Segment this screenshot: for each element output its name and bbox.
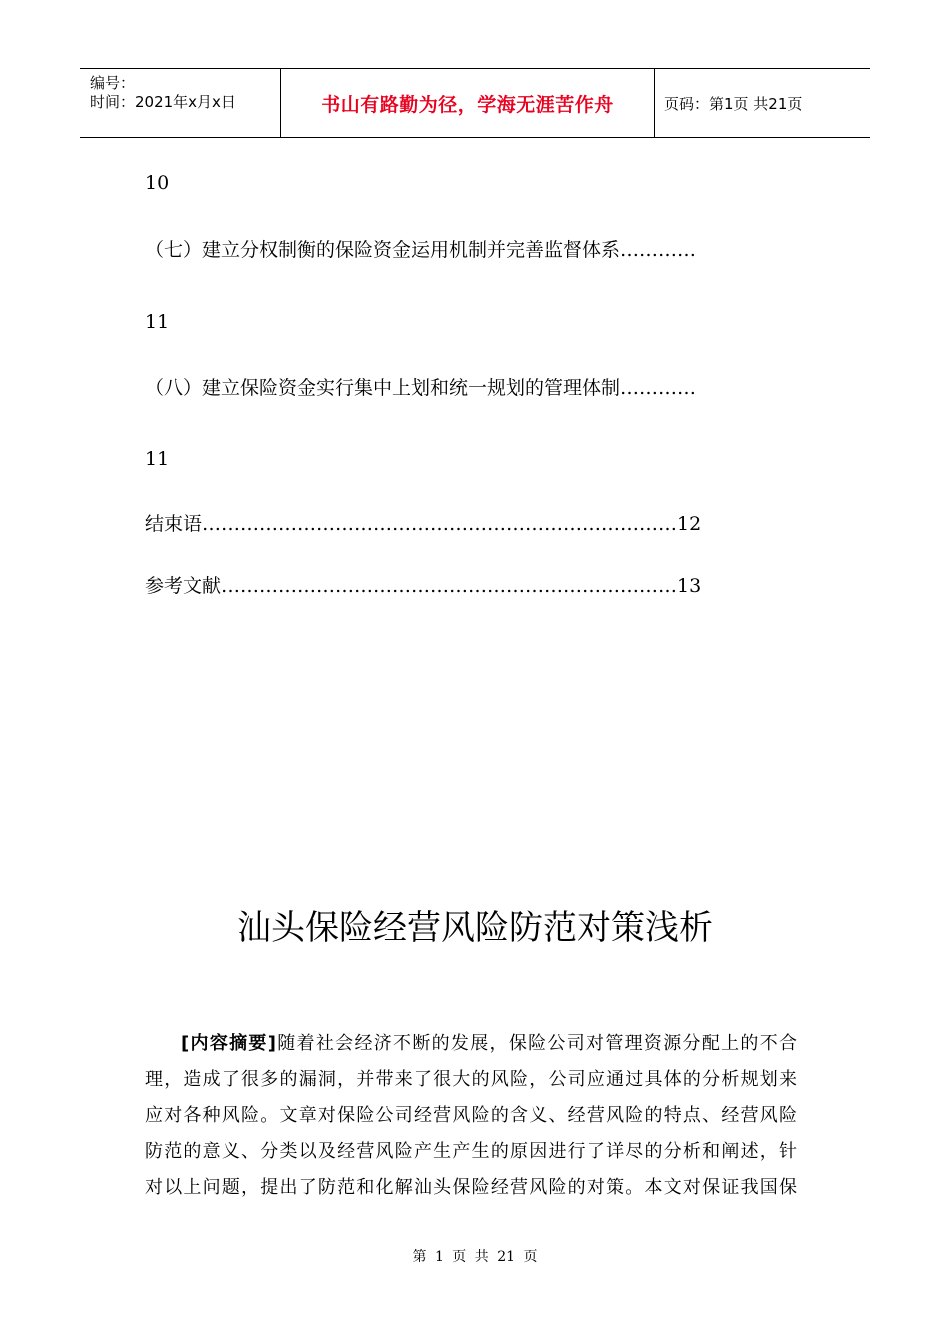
number-label: 编号： <box>90 74 136 92</box>
header-meta-cell <box>80 69 281 137</box>
toc-entry: （八）建立保险资金实行集中上划和统一规划的管理体制………… <box>145 377 697 399</box>
date-line: 时间：2021年x月x日 <box>90 93 236 111</box>
abstract-line: 理，造成了很多的漏洞，并带来了很大的风险，公司应通过具体的分析规划来 <box>145 1069 797 1090</box>
toc-entry: 10 <box>145 172 170 194</box>
abstract-line-text: 随着社会经济不断的发展，保险公司对管理资源分配上的不合 <box>275 1033 797 1054</box>
page-info: 页码：第1页 共21页 <box>664 94 803 113</box>
header-motto-cell <box>281 69 655 137</box>
page-footer: 第 1 页 共 21 页 <box>412 1249 538 1265</box>
abstract-line: 应对各种风险。文章对保险公司经营风险的含义、经营风险的特点、经营风险 <box>145 1105 797 1126</box>
toc-entry: 11 <box>145 448 170 470</box>
abstract-keyword: [内容摘要] <box>181 1033 276 1054</box>
toc-entry: 11 <box>145 311 170 333</box>
abstract-line: 防范的意义、分类以及经营风险产生产生的原因进行了详尽的分析和阐述，针 <box>145 1141 797 1162</box>
abstract-line <box>145 1026 797 1062</box>
toc-entry: （七）建立分权制衡的保险资金运用机制并完善监督体系………… <box>145 239 697 261</box>
abstract-line: 对以上问题，提出了防范和化解汕头保险经营风险的对策。本文对保证我国保 <box>145 1177 797 1198</box>
header-page-cell <box>655 69 870 137</box>
abstract-paragraph <box>145 1026 797 1206</box>
document-title: 汕头保险经营风险防范对策浅析 <box>237 908 713 948</box>
document-header-table <box>80 68 870 138</box>
motto-text: 书山有路勤为径，学海无涯苦作舟 <box>321 93 614 116</box>
toc-entry: 结束语…………………………………………………………………12 <box>145 513 702 535</box>
toc-entry: 参考文献………………………………………………………………13 <box>145 575 702 597</box>
